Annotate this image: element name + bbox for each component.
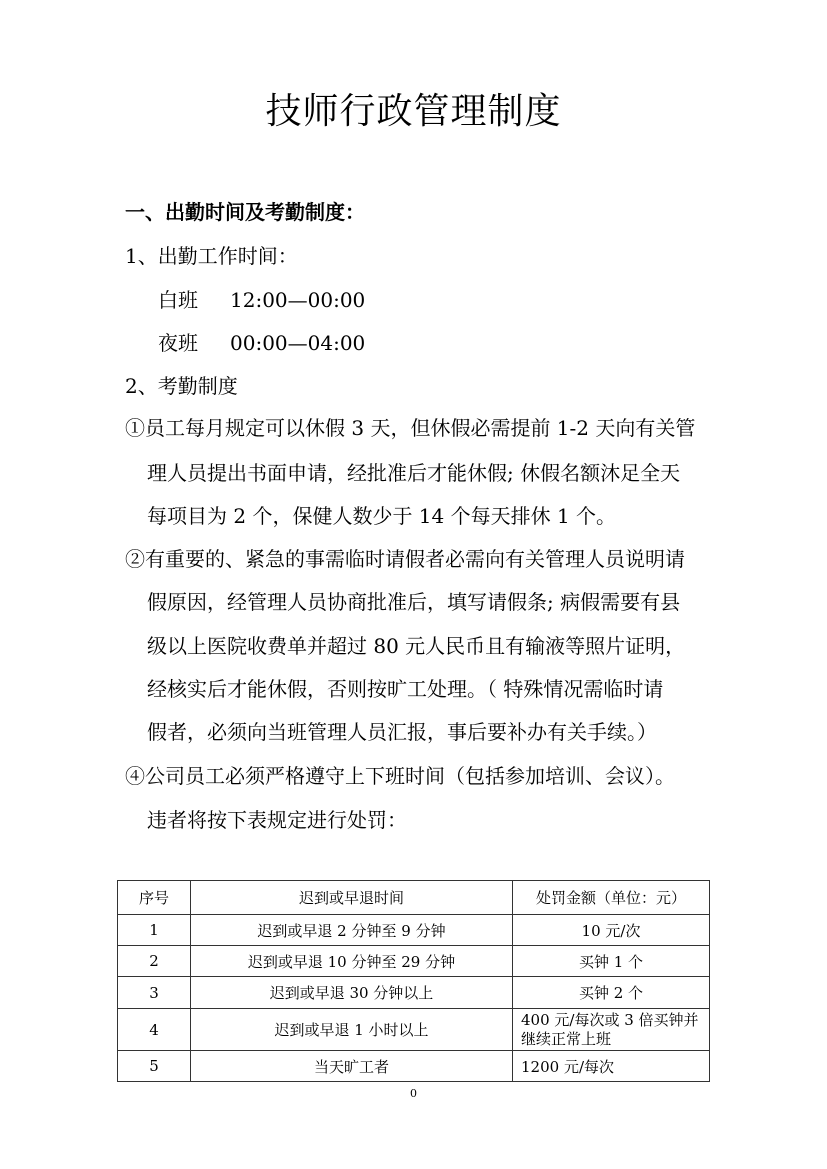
- item-attendance-label: 2、考勤制度: [125, 374, 238, 398]
- header-time: 迟到或早退时间: [191, 881, 513, 915]
- rule-1-line: 理人员提出书面申请，经批准后才能休假; 休假名额沐足全天: [147, 461, 681, 485]
- rule-2-line: 假原因，经管理人员协商批准后，填写请假条; 病假需要有县: [147, 590, 681, 614]
- cell-time: 当天旷工者: [191, 1051, 513, 1082]
- penalty-table: [117, 880, 710, 1082]
- rule-2-line: 级以上医院收费单并超过 80 元人民币且有输液等照片证明，: [147, 634, 686, 658]
- header-no: 序号: [118, 881, 191, 915]
- table-row: [118, 1009, 710, 1051]
- rule-1-line: 每项目为 2 个，保健人数少于 14 个每天排休 1 个。: [147, 504, 617, 528]
- header-amount: 处罚金额（单位：元）: [513, 881, 710, 915]
- item-work-hours-label: 1、出勤工作时间：: [125, 244, 298, 268]
- table-row: [118, 915, 710, 946]
- cell-time: 迟到或早退 2 分钟至 9 分钟: [191, 915, 513, 946]
- cell-no: 1: [118, 915, 191, 946]
- cell-amount: 10 元/次: [513, 915, 710, 946]
- cell-time: 迟到或早退 10 分钟至 29 分钟: [191, 946, 513, 977]
- shift-night-time: 00:00—04:00: [230, 331, 366, 355]
- cell-amount: [513, 1009, 710, 1051]
- cell-no: 4: [118, 1009, 191, 1051]
- rule-2-line: 假者，必须向当班管理人员汇报，事后要补办有关手续。）: [147, 720, 657, 744]
- shift-night-name: 夜班: [158, 331, 198, 355]
- page-number: 0: [410, 1087, 417, 1100]
- table-row: [118, 977, 710, 1009]
- cell-no: 3: [118, 977, 191, 1009]
- rule-1-line: ①员工每月规定可以休假 3 天，但休假必需提前 1-2 天向有关管: [125, 416, 696, 440]
- table-row: [118, 946, 710, 977]
- rule-4-line: 违者将按下表规定进行处罚：: [147, 808, 407, 832]
- cell-no: 2: [118, 946, 191, 977]
- shift-day-name: 白班: [158, 288, 198, 312]
- cell-time: 迟到或早退 30 分钟以上: [191, 977, 513, 1009]
- cell-no: 5: [118, 1051, 191, 1082]
- page-title: 技师行政管理制度: [265, 91, 562, 132]
- cell-amount: 买钟 2 个: [513, 977, 710, 1009]
- shift-day-time: 12:00—00:00: [230, 288, 366, 312]
- table-header-row: [118, 881, 710, 915]
- cell-amount: 1200 元/每次: [513, 1051, 710, 1082]
- cell-amount-line: 继续正常上班: [521, 1029, 612, 1048]
- rule-2-line: ②有重要的、紧急的事需临时请假者必需向有关管理人员说明请: [125, 547, 685, 571]
- table-row: [118, 1051, 710, 1082]
- rule-2-line: 经核实后才能休假，否则按旷工处理。（ 特殊情况需临时请: [147, 677, 664, 701]
- cell-amount-line: 400 元/每次或 3 倍买钟并: [521, 1010, 699, 1029]
- cell-time: 迟到或早退 1 小时以上: [191, 1009, 513, 1051]
- section-heading-attendance: 一、出勤时间及考勤制度：: [125, 200, 365, 224]
- cell-amount: 买钟 1 个: [513, 946, 710, 977]
- rule-4-line: ④公司员工必须严格遵守上下班时间（包括参加培训、会议）。: [125, 764, 675, 788]
